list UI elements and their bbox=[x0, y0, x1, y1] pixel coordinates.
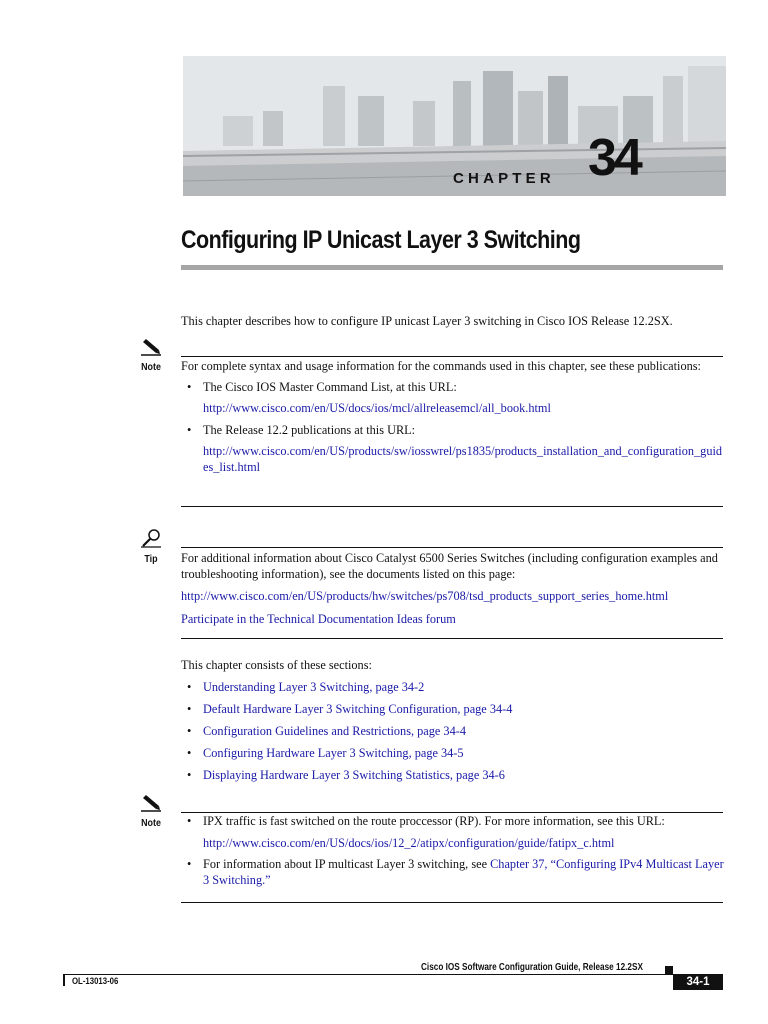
magnifier-icon bbox=[140, 528, 162, 548]
sections-list bbox=[181, 680, 726, 784]
note-2-content bbox=[181, 814, 726, 888]
note-1-list bbox=[181, 380, 726, 476]
note-top-rule bbox=[181, 356, 723, 357]
section-link[interactable]: Displaying Hardware Layer 3 Switching Statistics, page 34-6 bbox=[203, 767, 505, 782]
note-label: Note bbox=[141, 361, 161, 373]
section-link[interactable]: Default Hardware Layer 3 Switching Configuration, page 34-4 bbox=[203, 701, 513, 716]
chapter-number: 34 bbox=[588, 129, 640, 187]
intro-paragraph: This chapter describes how to configure IP unicast Layer 3 switching in Cisco IOS Release 12.2SX. bbox=[181, 314, 673, 328]
section-item bbox=[181, 702, 726, 718]
documentation-forum-link[interactable]: Participate in the Technical Documentation Ideas forum bbox=[181, 611, 456, 626]
pencil-icon bbox=[140, 338, 162, 356]
tip-top-rule bbox=[181, 547, 723, 548]
section-link[interactable]: Configuration Guidelines and Restrictions, page 34-4 bbox=[203, 723, 466, 738]
note-2-bottom-rule bbox=[181, 902, 723, 903]
pencil-icon bbox=[140, 794, 162, 812]
section-link[interactable]: Configuring Hardware Layer 3 Switching, page 34-5 bbox=[203, 745, 464, 760]
note-block-2-icon bbox=[136, 794, 166, 829]
sections-block bbox=[181, 658, 726, 783]
note-2-list bbox=[181, 814, 726, 888]
catalyst-support-link[interactable]: http://www.cisco.com/en/US/products/hw/switches/ps708/tsd_products_support_series_home.html bbox=[181, 589, 669, 603]
tip-text: For additional information about Cisco Catalyst 6500 Series Switches (including configuration examples and troubleshooting information), see the documents listed on this page: bbox=[181, 551, 718, 581]
list-item: • IPX traffic is fast switched on the route proccessor (RP). For more information, see this URL: http://www.cisco.com/en/US/docs/ios/12_2/atipx/configuration/guide/fatipx_c.html bbox=[181, 814, 726, 851]
list-item: • For information about IP multicast Layer 3 switching, see Chapter 37, “Configuring IPv4 Multicast Layer 3 Switching.” bbox=[181, 857, 726, 888]
section-link[interactable]: Understanding Layer 3 Switching, page 34-2 bbox=[203, 679, 425, 694]
tip-bottom-rule bbox=[181, 638, 723, 639]
note-1-text: For complete syntax and usage information for the commands used in this chapter, see these publications: bbox=[181, 359, 701, 373]
footer-left-tick bbox=[63, 974, 65, 986]
note-block-1-icon bbox=[136, 338, 166, 373]
section-item bbox=[181, 768, 726, 784]
tip-content bbox=[181, 551, 726, 627]
list-item: • The Release 12.2 publications at this URL: http://www.cisco.com/en/US/products/sw/iosswrel/ps1835/products_installation_and_configuration_guides_list.html bbox=[181, 423, 726, 476]
note-label: Note bbox=[141, 817, 161, 829]
section-item bbox=[181, 746, 726, 762]
note-1-content bbox=[181, 359, 726, 475]
footer-guide-title: Cisco IOS Software Configuration Guide, Release 12.2SX bbox=[421, 962, 643, 973]
tip-block-icon bbox=[136, 528, 166, 565]
tip-label: Tip bbox=[144, 553, 158, 565]
chapter-37-link[interactable]: Chapter 37, “Configuring IPv4 Multicast Layer 3 Switching.” bbox=[203, 857, 724, 887]
release-publications-link[interactable]: http://www.cisco.com/en/US/products/sw/iosswrel/ps1835/products_installation_and_configuration_guides_list.html bbox=[203, 444, 723, 474]
list-item: • The Cisco IOS Master Command List, at this URL: http://www.cisco.com/en/US/docs/ios/mcl/allreleasemcl/all_book.html bbox=[181, 380, 726, 417]
note-bottom-rule bbox=[181, 506, 723, 507]
footer-rule bbox=[63, 974, 723, 975]
master-command-list-link[interactable]: http://www.cisco.com/en/US/docs/ios/mcl/allreleasemcl/all_book.html bbox=[203, 401, 551, 415]
section-item bbox=[181, 680, 726, 696]
section-item bbox=[181, 724, 726, 740]
chapter-label: CHAPTER bbox=[453, 170, 555, 187]
note-2-top-rule bbox=[181, 812, 723, 813]
chapter-title: Configuring IP Unicast Layer 3 Switching bbox=[181, 226, 581, 254]
title-rule bbox=[181, 265, 723, 270]
footer-marker bbox=[665, 966, 673, 974]
footer-doc-number: OL-13013-06 bbox=[72, 976, 119, 987]
sections-intro: This chapter consists of these sections: bbox=[181, 658, 372, 672]
footer-page-number: 34-1 bbox=[673, 975, 723, 990]
ipx-guide-link[interactable]: http://www.cisco.com/en/US/docs/ios/12_2/atipx/configuration/guide/fatipx_c.html bbox=[203, 835, 615, 850]
